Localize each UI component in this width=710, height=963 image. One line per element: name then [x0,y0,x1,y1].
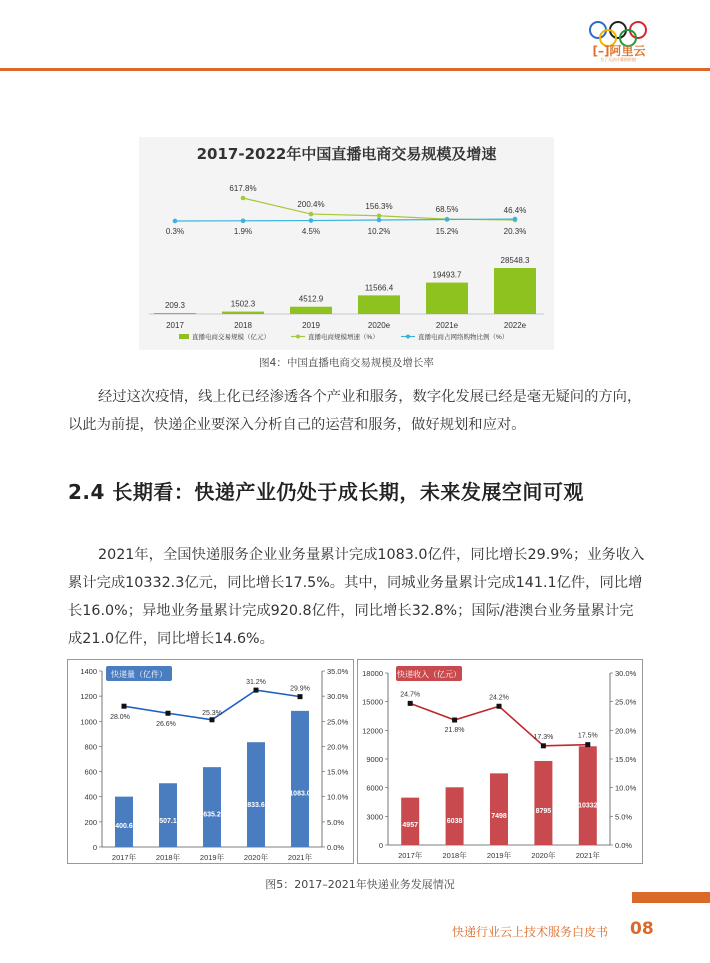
bar-volume-2018 [222,312,264,314]
bar-value-label: 507.1 [159,817,177,825]
bar-value-label: 635.2 [203,811,221,819]
series-title: 快递收入（亿元） [397,670,461,679]
legend-marker-growth [296,335,300,339]
section-heading: 2.4 长期看：快递产业仍处于成长期，未来发展空间可观 [68,480,584,504]
share-point [173,219,178,224]
y2-tick-label: 0.0% [327,843,345,852]
bar-value-label: 6038 [446,818,463,826]
y-tick-label: 200 [84,817,97,827]
growth-label: 24.2% [489,694,509,702]
x-tick-label: 2019年 [486,851,512,860]
y-tick-label: 6000 [366,783,383,793]
share-line [175,219,515,221]
y-tick-label: 600 [84,767,97,777]
bar-2018年 [159,783,177,847]
bar-label: 11566.4 [364,283,394,293]
x-tick-label: 2018年 [442,851,467,860]
y2-tick-label: 10.0% [615,783,637,793]
figure4-caption: 图4：中国直播电商交易规模及增长率 [259,357,434,369]
growth-point [377,213,382,218]
x-tick-label: 2018 [234,321,252,330]
bar-2020年 [534,761,552,845]
y-tick-label: 12000 [362,726,383,736]
y2-tick-label: 15.0% [327,767,349,777]
bar-value-label: 10332 [578,802,598,810]
x-tick-label: 2022e [503,321,527,330]
y-tick-label: 1200 [80,692,97,702]
logo-name-text: 阿里云 [609,44,646,58]
x-tick-label: 2017 [166,321,184,330]
legend-marker-share [406,335,410,339]
figure4-chart [139,137,554,350]
bar-value-label: 833.6 [247,802,265,810]
bar-label: 19493.7 [432,270,462,280]
growth-label: 24.7% [400,691,421,699]
y2-tick-label: 20.0% [327,742,349,752]
y2-tick-label: 20.0% [615,726,637,736]
growth-label: 617.8% [229,184,257,193]
growth-label: 26.6% [156,721,176,729]
bar-value-label: 4957 [402,822,418,830]
legend-label: 直播电商规模增速（%） [308,334,379,341]
bar-volume-2020e [358,295,400,314]
y2-tick-label: 25.0% [615,697,637,707]
bar-2018年 [446,787,464,845]
y2-tick-label: 30.0% [327,692,349,702]
share-point [513,217,518,222]
bar-2019年 [203,767,221,847]
legend-label: 直播电商交易规模（亿元） [192,334,270,341]
paragraph-1: 经过这次疫情，线上化已经渗透各个产业和服务，数字化发展已经是毫无疑问的方向，以此为前提，快递企业要深入分析自己的运营和服务，做好规划和应对。 [68,389,642,433]
footer-title: 快递行业云上技术服务白皮书 [452,925,609,939]
aliyun-logo-icon: [–] [592,44,610,58]
growth-label: 17.5% [577,732,598,740]
y2-tick-label: 30.0% [615,669,637,678]
growth-label: 25.3% [202,709,222,717]
y2-tick-label: 25.0% [327,717,349,727]
y-tick-label: 0 [92,843,97,852]
volume-chart [67,659,354,864]
x-tick-label: 2017年 [398,851,423,860]
x-tick-label: 2019 [302,321,320,330]
share-label: 15.2% [435,227,459,236]
growth-label: 156.3% [365,201,393,211]
bar-value-label: 1083.0 [289,790,311,798]
growth-label: 68.5% [435,205,459,215]
series-title: 快递量（亿件） [111,670,167,679]
y-tick-label: 15000 [362,697,383,707]
y2-tick-label: 15.0% [615,755,637,764]
y2-tick-label: 5.0% [327,817,345,827]
y-tick-label: 18000 [362,669,383,678]
growth-label: 200.4% [297,200,325,210]
growth-point [241,196,246,201]
bar-volume-2022e [494,268,536,314]
share-label: 4.5% [301,227,321,236]
paragraph-2: 2021年，全国快递服务企业业务量累计完成1083.0亿件，同比增长29.9%；业务收入累计完成10332.3亿元，同比增长17.5%。其中，同城业务量累计完成141.1亿件，同比增长16.0%；异地业务量累计完成920.8亿件，同比增长32.8%；国际/港澳台业务量累计完成21.0亿件，同比增长14.6%。 [68,547,645,647]
bar-value-label: 8795 [535,808,552,816]
growth-marker [254,688,259,693]
bar-label: 4512.9 [298,294,324,304]
y-tick-label: 1000 [80,717,97,727]
x-tick-label: 2018年 [155,853,181,862]
growth-label: 28.0% [110,714,130,722]
growth-label: 17.3% [533,733,554,741]
bar-2021年 [291,711,309,847]
bar-label: 1502.3 [230,299,256,309]
x-tick-label: 2020年 [243,853,269,862]
y2-tick-label: 35.0% [327,667,349,676]
bar-label: 28548.3 [500,256,530,265]
y-tick-label: 3000 [366,812,383,822]
growth-label: 29.9% [290,685,310,693]
share-label: 10.2% [367,227,391,236]
bar-value-label: 7498 [491,812,507,820]
y2-tick-label: 10.0% [327,792,349,802]
y-tick-label: 400 [84,792,97,802]
header-rule [0,68,710,71]
growth-marker [210,717,215,722]
share-point [309,218,314,223]
growth-line [410,703,588,745]
bar-2019年 [490,773,508,845]
y2-tick-label: 0.0% [615,841,633,850]
y2-tick-label: 5.0% [615,812,633,822]
revenue-chart [357,659,643,864]
share-point [377,218,382,223]
growth-label: 21.8% [444,727,465,735]
footer-accent-bar [632,892,710,903]
growth-label: 46.4% [503,206,527,215]
y-tick-label: 9000 [366,755,383,764]
x-tick-label: 2017年 [111,853,137,862]
growth-point [309,212,314,217]
figure4-title: 2017-2022年中国直播电商交易规模及增速 [196,145,497,163]
growth-label: 31.2% [246,679,266,687]
growth-marker [166,711,171,716]
y-tick-label: 800 [84,742,97,752]
share-label: 20.3% [503,227,527,236]
growth-marker [298,694,303,699]
bar-2017年 [115,797,133,847]
growth-marker [452,718,457,723]
share-point [445,217,450,222]
x-tick-label: 2020年 [531,851,556,860]
growth-marker [585,742,590,747]
x-tick-label: 2021e [435,321,459,330]
logo-tagline: 为了无法计算的价值 [600,57,636,62]
y-tick-label: 1400 [80,667,97,676]
growth-marker [497,704,502,709]
bar-volume-2021e [426,283,468,314]
share-label: 0.3% [165,227,185,236]
share-point [241,219,246,224]
legend-swatch-volume [179,334,189,339]
x-tick-label: 2021年 [575,851,600,860]
y-tick-label: 0 [378,841,383,850]
legend-label: 直播电商占网络购物比例（%） [418,334,509,341]
bar-2020年 [247,742,265,847]
figure5-caption: 图5：2017–2021年快递业务发展情况 [265,878,455,891]
x-tick-label: 2019年 [199,853,225,862]
share-label: 1.9% [233,227,253,236]
x-tick-label: 2020e [367,321,391,330]
page-number: 08 [630,919,654,939]
growth-marker [541,743,546,748]
bar-label: 209.3 [164,301,186,310]
bar-volume-2019 [290,307,332,314]
growth-marker [122,704,127,709]
growth-marker [408,701,413,706]
bar-2021年 [579,746,597,845]
x-tick-label: 2021年 [287,853,313,862]
bar-value-label: 400.6 [115,822,133,830]
